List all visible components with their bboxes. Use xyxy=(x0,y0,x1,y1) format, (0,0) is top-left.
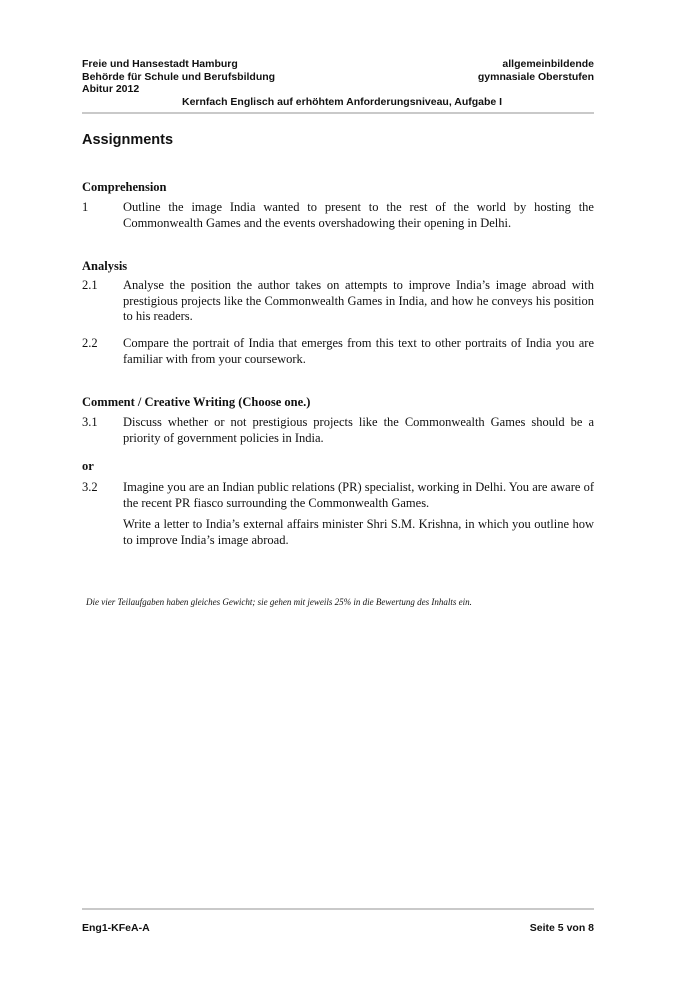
task-text-3-2-letter: Write a letter to India’s external affairs minister Shri S.M. Krishna, in which you outline how to improve India’s image abroad. xyxy=(123,517,594,547)
header-line-school-1: allgemeinbildende xyxy=(502,58,594,70)
weighting-note: Die vier Teilaufgaben haben gleiches Gewicht; sie gehen mit jeweils 25% in die Bewertung des Inhalts ein. xyxy=(86,597,472,607)
header-line-authority: Behörde für Schule und Berufsbildung xyxy=(82,70,276,83)
task-text-2-1: Analyse the position the author takes on attempts to improve India’s image abroad with prestigious projects like the Commonwealth Games in India, and how he conveys his position to his readers. xyxy=(123,278,594,323)
task-text-1: Outline the image India wanted to present to the rest of the world by hosting the Commonwealth Games and the events overshadowing their opening in Delhi. xyxy=(123,200,594,230)
footer-divider xyxy=(82,908,594,910)
task-text-3-2: Imagine you are an Indian public relations (PR) specialist, working in Delhi. You are aware of the recent PR fiasco surrounding the Commonwealth Games. xyxy=(123,480,594,510)
task-number-1: 1 xyxy=(82,200,89,214)
header-line-exam: Abitur 2012 xyxy=(82,83,140,95)
footer-exam-code: Eng1-KFeA-A xyxy=(82,922,150,934)
task-number-2-2: 2.2 xyxy=(82,336,98,350)
header-authority xyxy=(82,58,275,96)
task-number-3-1: 3.1 xyxy=(82,415,98,429)
section-heading-comment: Comment / Creative Writing (Choose one.) xyxy=(82,395,311,409)
section-heading-analysis: Analysis xyxy=(82,259,128,273)
header-line-school-2: gymnasiale Oberstufen xyxy=(477,70,594,83)
task-number-3-2: 3.2 xyxy=(82,480,98,494)
task-text-2-2: Compare the portrait of India that emerges from this text to other portraits of India you are familiar with from your coursework. xyxy=(123,336,594,366)
header-school-type xyxy=(478,58,594,83)
footer-page-number: Seite 5 von 8 xyxy=(529,922,594,934)
header-divider xyxy=(82,112,594,114)
header-subject: Kernfach Englisch auf erhöhtem Anforderungsniveau, Aufgabe I xyxy=(182,96,503,108)
task-text-3-1: Discuss whether or not prestigious projects like the Commonwealth Games should be a priority of government policies in India. xyxy=(123,415,594,445)
or-label: or xyxy=(82,459,94,473)
section-heading-comprehension: Comprehension xyxy=(82,180,167,194)
task-number-2-1: 2.1 xyxy=(82,278,98,292)
page-title: Assignments xyxy=(82,132,174,148)
header-line-city: Freie und Hansestadt Hamburg xyxy=(82,58,238,70)
